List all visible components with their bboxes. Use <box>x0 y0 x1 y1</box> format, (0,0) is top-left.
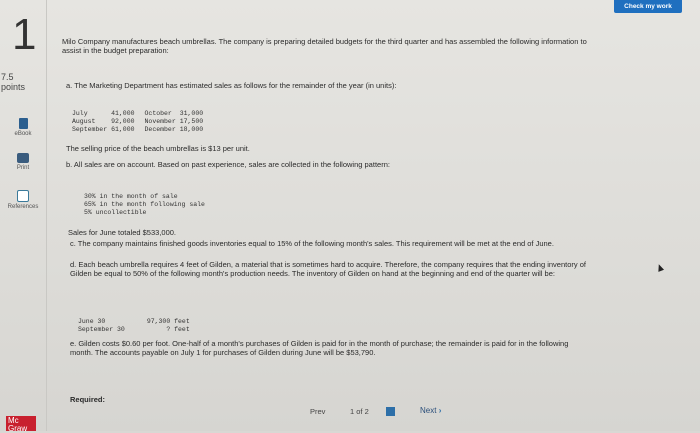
grid-icon[interactable] <box>386 407 395 416</box>
table-cell: 17,500 <box>179 118 204 125</box>
item-a-text: a. The Marketing Department has estimated sales as follows for the remainder of the year (in units): <box>66 81 397 90</box>
page-current: 1 <box>350 407 355 416</box>
mouse-cursor-icon <box>656 263 664 272</box>
references-label: References <box>7 204 39 210</box>
print-label: Print <box>16 165 30 171</box>
chevron-right-icon: › <box>438 406 442 415</box>
collection-line: 30% in the month of sale <box>84 193 178 200</box>
page-indicator <box>350 407 369 416</box>
check-my-work-button[interactable]: Check my work <box>614 0 682 13</box>
printer-icon <box>17 153 29 163</box>
collection-line: 5% uncollectible <box>84 209 147 216</box>
item-d-text: d. Each beach umbrella requires 4 feet of Gilden, a material that is sometimes hard to acquire. Therefore, the company requires that the ending inventory of Gilden be equal to 50% of the following month's production needs. The inventory of Gilden on hand at the beginning and end of the quarter will be: <box>70 260 586 278</box>
table-cell: 18,000 <box>179 126 204 133</box>
table-cell: 97,300 feet <box>146 318 190 325</box>
table-cell: July <box>72 110 88 117</box>
table-cell: 41,000 <box>111 110 135 117</box>
mcgraw-logo: Mc Graw <box>6 416 36 431</box>
table-cell: October <box>144 110 172 117</box>
sales-table <box>72 110 213 134</box>
table-row <box>72 118 213 126</box>
collection-line: 65% in the month following sale <box>84 201 205 208</box>
table-cell: November <box>144 118 176 125</box>
ebook-button[interactable] <box>0 118 46 137</box>
table-cell: ? feet <box>166 326 190 333</box>
print-button[interactable] <box>0 153 46 171</box>
next-button[interactable] <box>420 406 441 415</box>
ebook-label: eBook <box>14 131 32 137</box>
item-b-text: b. All sales are on account. Based on past experience, sales are collected in the following pattern: <box>66 160 390 169</box>
price-text: The selling price of the beach umbrellas is $13 per unit. <box>66 144 250 153</box>
table-cell: 61,000 <box>111 126 135 133</box>
table-cell: September <box>72 126 108 133</box>
question-number: 1 <box>12 10 37 59</box>
item-c-text: c. The company maintains finished goods inventories equal to 15% of the following month's sales. This requirement will be met at the end of June. <box>70 239 554 248</box>
item-e-text: e. Gilden costs $0.60 per foot. One-half of a month's purchases of Gilden is paid for in the month of purchase; the remainder is paid for in the following month. The accounts payable on July 1 for purchases of Gilden during June will be $53,790. <box>70 339 569 357</box>
references-icon <box>17 190 29 202</box>
points-info <box>1 72 25 92</box>
points-value: 7.5 <box>1 72 14 82</box>
prev-button[interactable]: Prev <box>310 407 326 416</box>
left-rail <box>0 0 47 431</box>
next-label: Next <box>420 406 437 415</box>
table-cell: 31,000 <box>179 110 204 117</box>
points-label: points <box>1 82 26 92</box>
page-total: 2 <box>364 407 369 416</box>
collection-pattern <box>84 193 205 217</box>
references-button[interactable] <box>0 190 46 210</box>
gilden-inventory-table <box>78 318 212 334</box>
book-icon <box>19 118 28 129</box>
table-row <box>78 326 212 334</box>
table-row <box>72 110 213 118</box>
june-sales-text: Sales for June totaled $533,000. <box>68 228 176 237</box>
required-heading: Required: <box>70 395 106 404</box>
table-cell: June 30 <box>78 318 106 325</box>
page-of: of <box>356 407 363 416</box>
intro-text: Milo Company manufactures beach umbrellas. The company is preparing detailed budgets for the third quarter and has assembled the following information to assist in the budget preparation: <box>62 37 587 55</box>
table-cell: August <box>72 118 96 125</box>
table-row <box>72 126 213 134</box>
table-cell: September 30 <box>78 326 125 333</box>
table-cell: 92,000 <box>111 118 135 125</box>
table-cell: December <box>144 126 176 133</box>
table-row <box>78 318 212 326</box>
